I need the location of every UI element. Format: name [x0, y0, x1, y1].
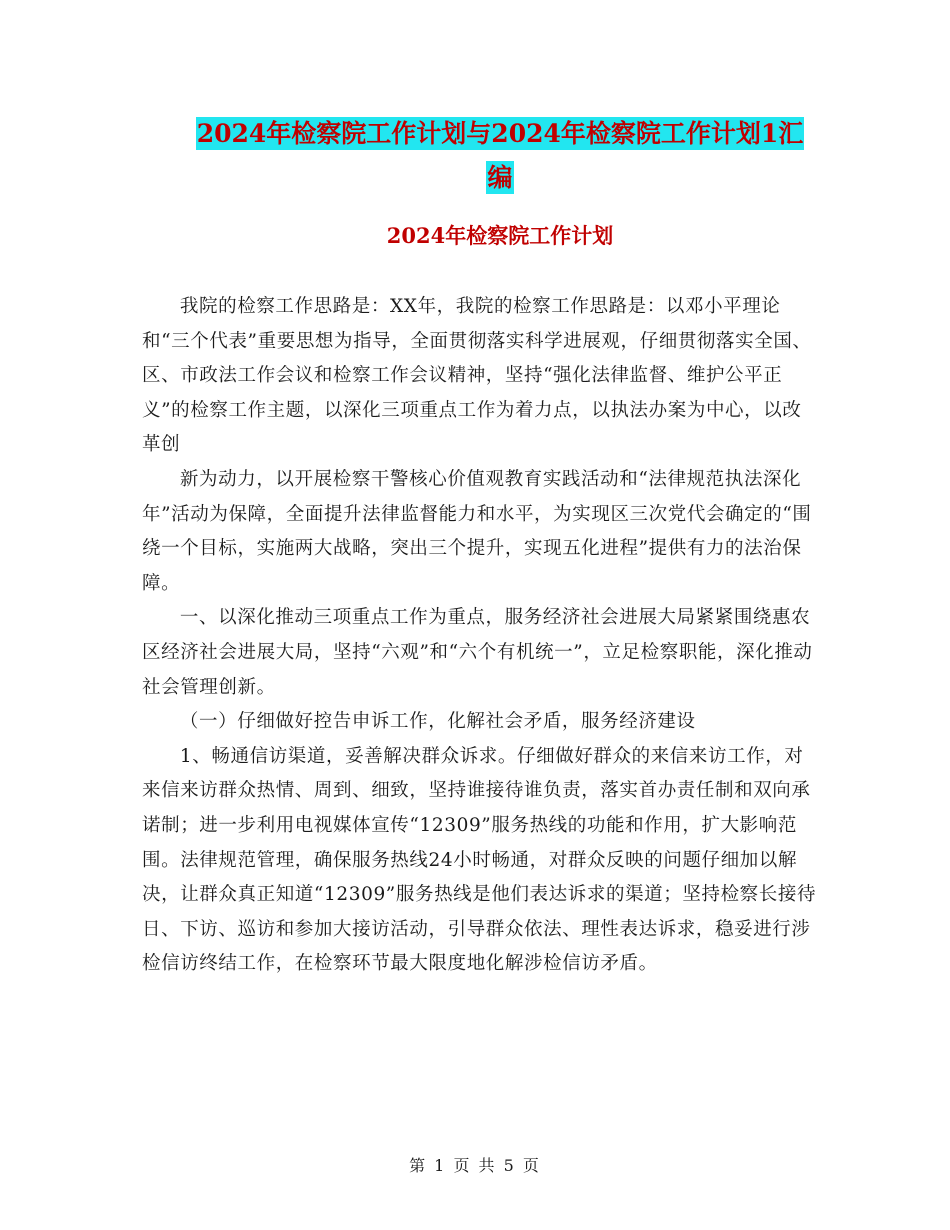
paragraph: 1、畅通信访渠道，妥善解决群众诉求。仔细做好群众的来信来访工作，对来信来访群众热情、周到、细致，坚持谁接待谁负责，落实首办责任制和双向承诺制；进一步利用电视媒体宣传“12309”服务热线的功能和作用，扩大影响范围。法律规范管理，确保服务热线24小时畅通，对群众反映的问题仔细加以解决，让群众真正知道“12309”服务热线是他们表达诉求的渠道；坚持检察长接待日、下访、巡访和参加大接访活动，引导群众依法、理性表达诉求，稳妥进行涉检信访终结工作，在检察环节最大限度地化解涉检信访矛盾。: [142, 745, 817, 975]
document-title: [140, 112, 860, 200]
document-body: [142, 290, 818, 982]
document-title-line1: 2024年检察院工作计划与2024年检察院工作计划1汇: [196, 119, 804, 148]
document-title-line2: 编: [487, 163, 513, 192]
paragraph: 新为动力，以开展检察干警核心价值观教育实践活动和“法律规范执法深化年”活动为保障，全面提升法律监督能力和水平，为实现区三次党代会确定的“围绕一个目标，实施两大战略，突出三个提升，实现五化进程”提供有力的法治保障。: [142, 468, 812, 594]
page-footer: 第 1 页 共 5 页: [409, 1156, 541, 1175]
paragraph: 一、以深化推动三项重点工作为重点，服务经济社会进展大局紧紧围绕惠农区经济社会进展大局，坚持“六观”和“六个有机统一”，立足检察职能，深化推动社会管理创新。: [142, 607, 813, 698]
paragraph: 我院的检察工作思路是：XX年，我院的检察工作思路是：以邓小平理论和“三个代表”重要思想为指导，全面贯彻落实科学进展观，仔细贯彻落实全国、区、市政法工作会议和检察工作会议精神，坚持“强化法律监督、维护公平正义”的检察工作主题，以深化三项重点工作为着力点，以执法办案为中心，以改革创: [142, 296, 812, 456]
section-title: 2024年检察院工作计划: [386, 223, 614, 248]
paragraph: （一）仔细做好控告申诉工作，化解社会矛盾，服务经济建设: [179, 711, 696, 733]
